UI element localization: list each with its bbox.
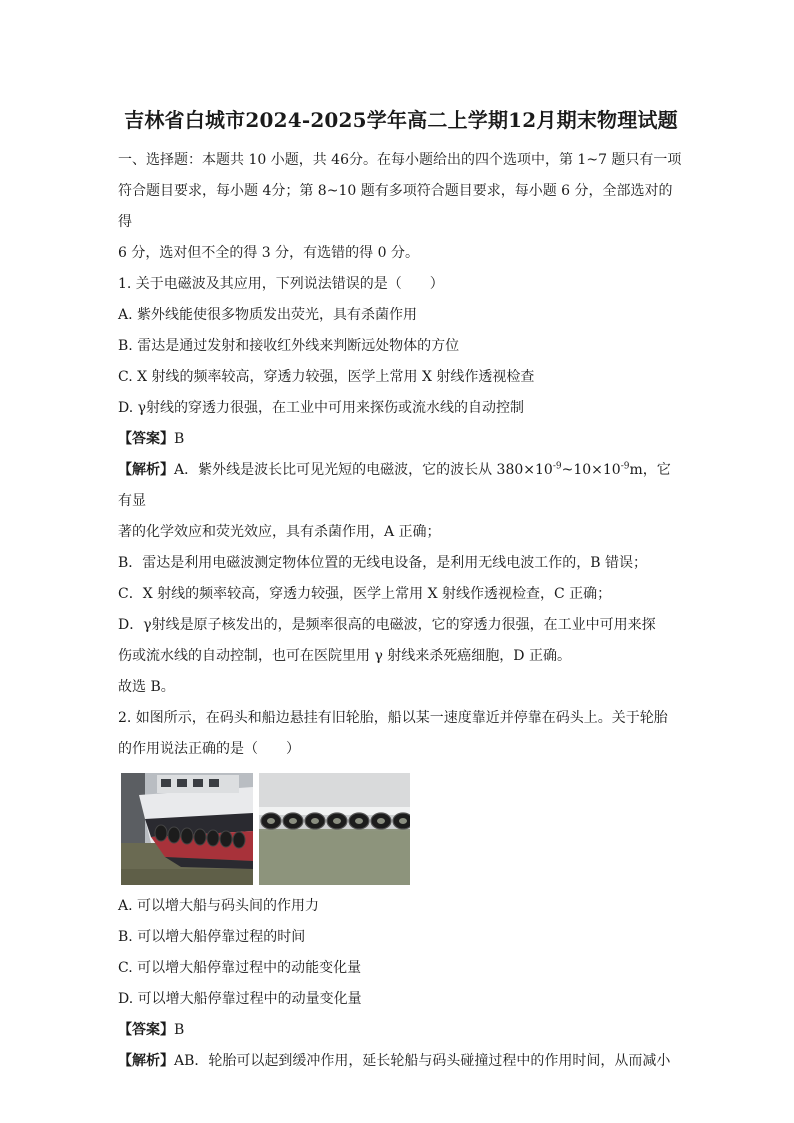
section-intro-line: 一、选择题：本题共 10 小题，共 46分。在每小题给出的四个选项中，第 1~7 题只有一项 <box>118 152 682 168</box>
q2-analysis <box>118 1046 684 1077</box>
section-intro-line: 6 分，选对但不全的得 3 分，有选错的得 0 分。 <box>118 245 419 261</box>
exponent: -9 <box>620 461 630 472</box>
ship-photo-right <box>259 773 410 885</box>
section-intro-line: 符合题目要求，每小题 4分；第 8~10 题有多项符合题目要求，每小题 6 分，全部选对的得 <box>118 183 673 230</box>
ship-figure <box>121 773 684 885</box>
answer-value: B <box>174 1022 185 1038</box>
q1-option-c: C. X 射线的频率较高，穿透力较强，医学上常用 X 射线作透视检查 <box>118 369 535 385</box>
q1-analysis-a <box>118 455 684 517</box>
q1-answer <box>118 424 684 455</box>
analysis-text: AB．轮胎可以起到缓冲作用，延长轮船与码头碰撞过程中的作用时间，从而减小 <box>174 1053 671 1069</box>
answer-label: 【答案】 <box>118 1022 174 1038</box>
q1-analysis-d: D．γ射线是原子核发出的，是频率很高的电磁波，它的穿透力很强，在工业中可用来探 <box>118 617 656 633</box>
q1-analysis-a-cont: 著的化学效应和荧光效应，具有杀菌作用，A 正确； <box>118 524 441 540</box>
q1-analysis-c: C．X 射线的频率较高，穿透力较强，医学上常用 X 射线作透视检查，C 正确； <box>118 586 612 602</box>
analysis-text: A．紫外线是波长比可见光短的电磁波，它的波长从 380×10 <box>174 462 553 478</box>
ship-hull-illustration <box>121 773 253 885</box>
q2-option-b: B. 可以增大船停靠过程的时间 <box>118 929 306 945</box>
q2-option-d: D. 可以增大船停靠过程中的动量变化量 <box>118 991 362 1007</box>
analysis-label: 【解析】 <box>118 462 174 478</box>
q1-option-b: B. 雷达是通过发射和接收红外线来判断远处物体的方位 <box>118 338 460 354</box>
answer-value: B <box>174 431 185 447</box>
analysis-text: m，它有显 <box>118 462 671 509</box>
q1-analysis-d-cont: 伤或流水线的自动控制，也可在医院里用 γ 射线来杀死癌细胞，D 正确。 <box>118 648 571 664</box>
q1-analysis-b: B．雷达是利用电磁波测定物体位置的无线电设备，是利用无线电波工作的，B 错误； <box>118 555 648 571</box>
q2-answer <box>118 1015 684 1046</box>
exponent: -9 <box>552 461 562 472</box>
tire-fender-illustration <box>259 773 410 885</box>
page-title: 吉林省白城市2024-2025学年高二上学期12月期末物理试题 <box>124 108 678 132</box>
analysis-label: 【解析】 <box>118 1053 174 1069</box>
question-2-stem-cont: 的作用说法正确的是（ ） <box>118 741 300 757</box>
q2-option-a: A. 可以增大船与码头间的作用力 <box>118 898 320 914</box>
ship-photo-left <box>121 773 253 885</box>
question-2-stem: 2. 如图所示，在码头和船边悬挂有旧轮胎，船以某一速度靠近并停靠在码头上。关于轮胎 <box>118 710 668 726</box>
q1-conclusion: 故选 B。 <box>118 679 175 695</box>
document-page <box>118 104 684 1077</box>
q1-option-a: A. 紫外线能使很多物质发出荧光，具有杀菌作用 <box>118 307 418 323</box>
q1-option-d: D. γ射线的穿透力很强，在工业中可用来探伤或流水线的自动控制 <box>118 400 524 416</box>
question-1-stem: 1. 关于电磁波及其应用，下列说法错误的是（ ） <box>118 276 444 292</box>
analysis-text: ~10×10 <box>561 462 621 478</box>
q2-option-c: C. 可以增大船停靠过程中的动能变化量 <box>118 960 362 976</box>
answer-label: 【答案】 <box>118 431 174 447</box>
